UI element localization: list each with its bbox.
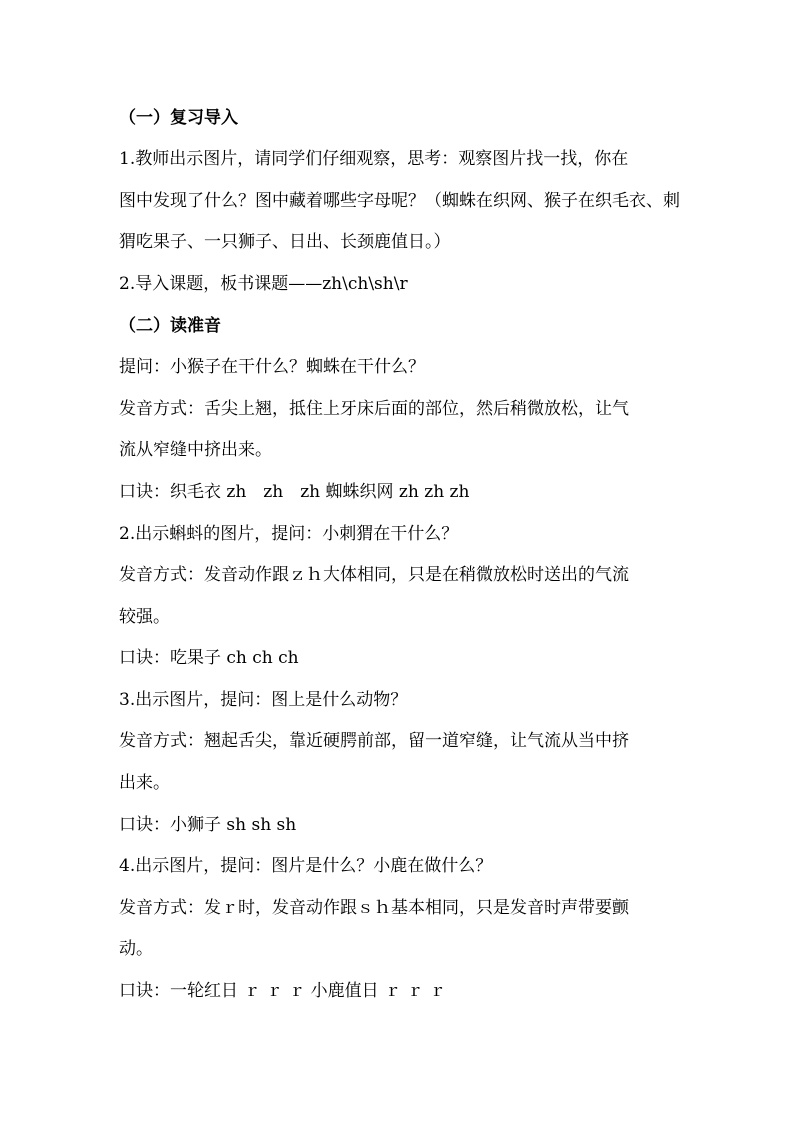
method-line: 出来。 [119, 773, 170, 793]
method-line: 较强。 [119, 607, 170, 627]
method-line: 发音方式：翘起舌尖，靠近硬腭前部，留一道窄缝，让气流从当中挤 [119, 731, 629, 751]
paragraph-line: 图中发现了什么？图中藏着哪些字母呢？（蜘蛛在织网、猴子在织毛衣、刺 [119, 191, 680, 211]
rhyme-line: 口诀：织毛衣 zh zh zh 蜘蛛织网 zh zh zh [119, 482, 470, 502]
paragraph-line: 2.导入课题，板书课题——zh\ch\sh\r [119, 274, 408, 294]
method-line: 动。 [119, 939, 153, 959]
section-heading-review: （一）复习导入 [119, 108, 238, 128]
rhyme-line: 口诀：小狮子 sh sh sh [119, 815, 297, 835]
method-line: 发音方式：发音动作跟ｚｈ大体相同，只是在稍微放松时送出的气流 [119, 565, 629, 585]
method-line: 流从窄缝中挤出来。 [119, 440, 272, 460]
rhyme-line: 口诀：吃果子 ch ch ch [119, 648, 299, 668]
question-line: 2.出示蝌蚪的图片，提问：小刺猬在干什么？ [119, 524, 459, 544]
method-line: 发音方式：舌尖上翘，抵住上牙床后面的部位，然后稍微放松，让气 [119, 399, 629, 419]
question-line: 4.出示图片，提问：图片是什么？小鹿在做什么？ [119, 856, 493, 876]
question-line: 3.出示图片，提问：图上是什么动物？ [119, 690, 408, 710]
section-heading-pronunciation: （二）读准音 [119, 316, 221, 336]
method-line: 发音方式：发ｒ时，发音动作跟ｓｈ基本相同，只是发音时声带要颤 [119, 898, 629, 918]
paragraph-line: 猬吃果子、一只狮子、日出、长颈鹿值日。） [119, 232, 451, 252]
rhyme-line: 口诀：一轮红日 ｒ ｒ ｒ 小鹿值日 ｒ ｒ ｒ [119, 981, 446, 1001]
paragraph-line: 1.教师出示图片，请同学们仔细观察，思考：观察图片找一找，你在 [119, 149, 629, 169]
question-line: 提问：小猴子在干什么？蜘蛛在干什么？ [119, 357, 425, 377]
